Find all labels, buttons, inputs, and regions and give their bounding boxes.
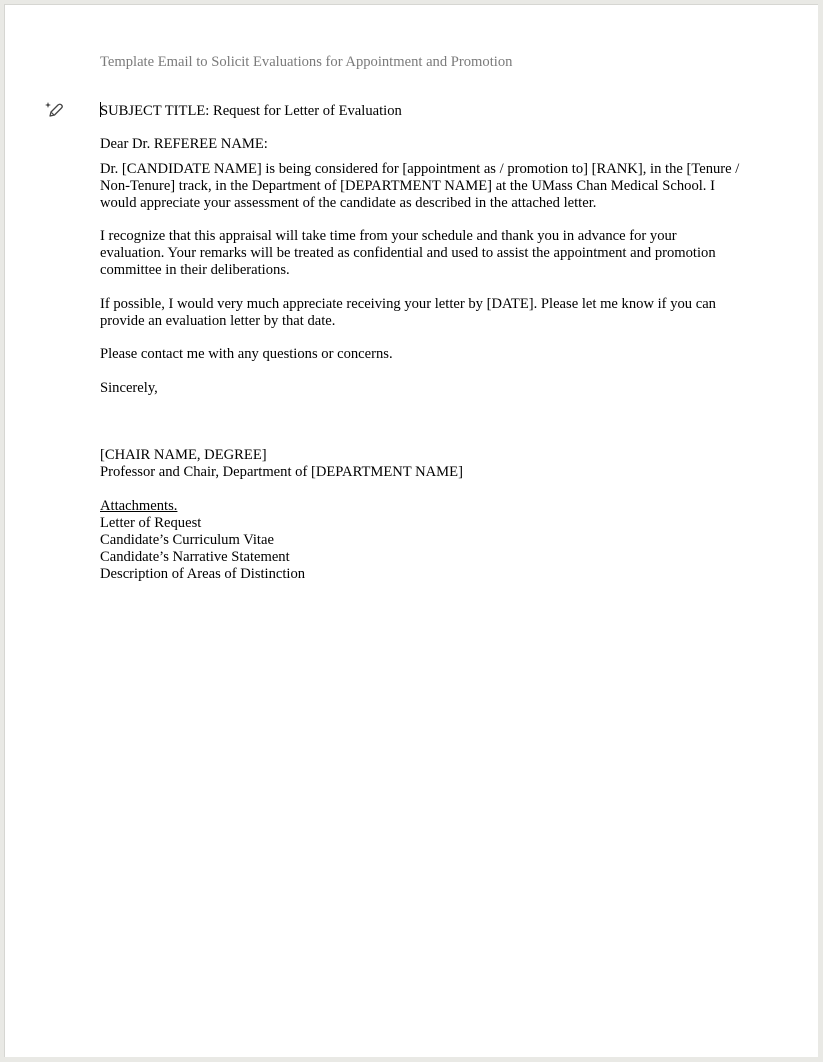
attachment-item: Description of Areas of Distinction bbox=[100, 566, 306, 582]
attachment-item: Candidate’s Narrative Statement bbox=[100, 549, 290, 565]
attachments-heading: Attachments. bbox=[100, 498, 178, 514]
signature-name: [CHAIR NAME, DEGREE] bbox=[100, 447, 267, 463]
document-page bbox=[4, 4, 818, 1057]
closing: Sincerely, bbox=[100, 380, 158, 396]
attachment-item: Candidate’s Curriculum Vitae bbox=[100, 532, 274, 548]
paragraph-candidate: Dr. [CANDIDATE NAME] is being considered for [appointment as / promotion to] [RANK], in the [Tenure / Non-Tenure] track, in the Department of [DEPARTMENT NAME] at the UMass Chan Medical School. I would appreciate your assessment of the candidate as described in the attached letter. bbox=[100, 161, 740, 211]
attachments-block bbox=[100, 498, 305, 583]
subject-text: SUBJECT TITLE: Request for Letter of Evaluation bbox=[100, 103, 402, 119]
sparkle-pen-icon[interactable] bbox=[43, 100, 65, 120]
greeting: Dear Dr. REFEREE NAME: bbox=[100, 136, 268, 152]
document-title: Template Email to Solicit Evaluations for Appointment and Promotion bbox=[100, 54, 513, 70]
paragraph-deadline: If possible, I would very much appreciate receiving your letter by [DATE]. Please let me know if you can provide an evaluation letter by that date. bbox=[100, 296, 716, 329]
signature-block bbox=[100, 447, 463, 481]
paragraph-appraisal: I recognize that this appraisal will take time from your schedule and thank you in advance for your evaluation. Your remarks will be treated as confidential and used to assist the appointment and promotion committee in their deliberations. bbox=[100, 228, 716, 278]
subject-line[interactable] bbox=[100, 102, 402, 120]
attachment-item: Letter of Request bbox=[100, 515, 202, 531]
signature-position: Professor and Chair, Department of [DEPARTMENT NAME] bbox=[100, 464, 463, 480]
paragraph-contact: Please contact me with any questions or concerns. bbox=[100, 346, 393, 362]
